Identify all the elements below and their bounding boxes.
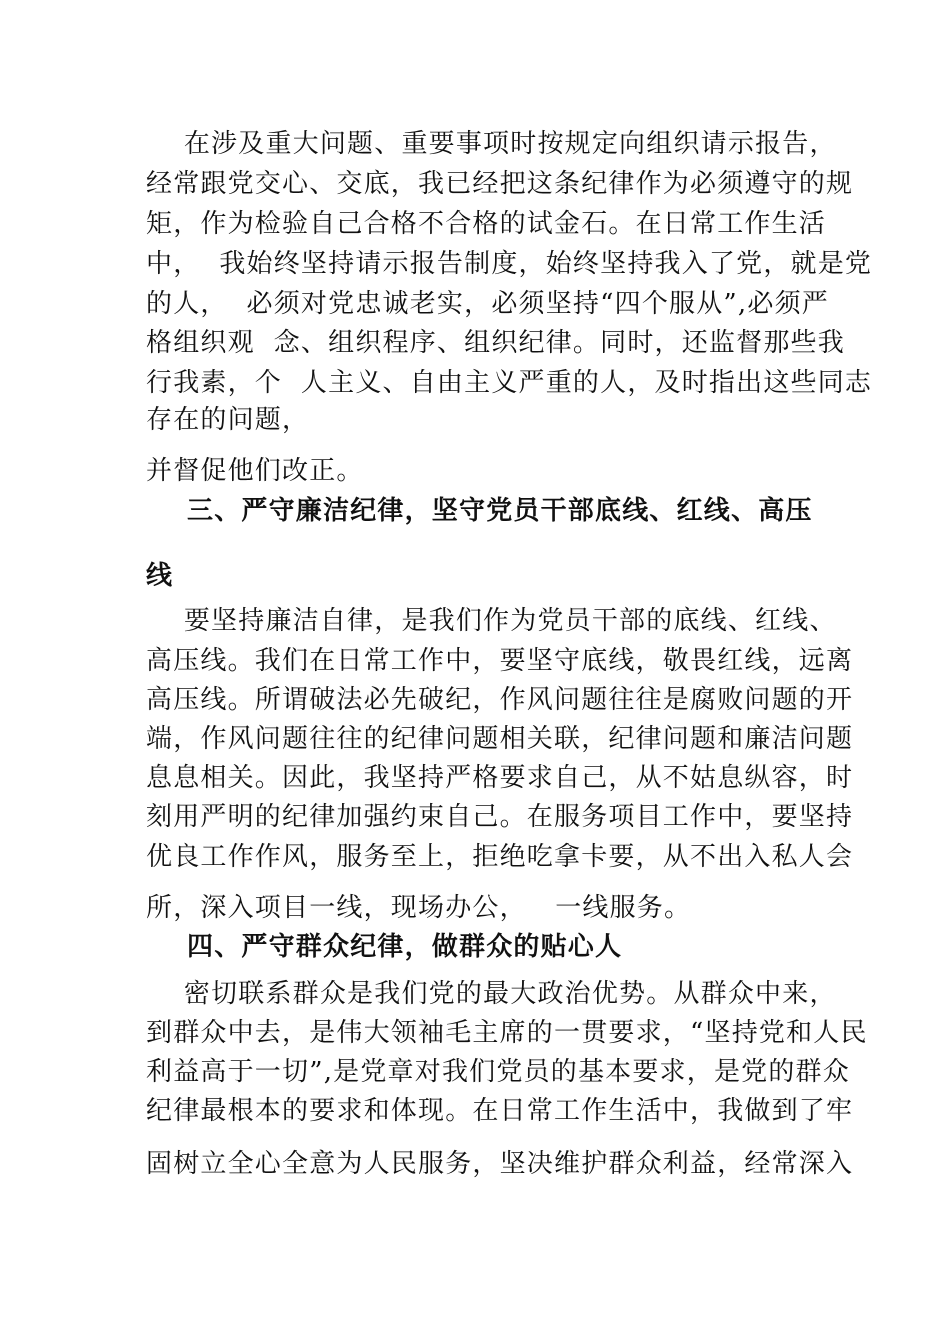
paragraph-line: 纪律最根本的要求和体现。在日常工作生活中，我做到了牢 <box>146 1096 854 1126</box>
paragraph-line: 优良工作作风，服务至上，拒绝吃拿卡要，从不出入私人会 <box>146 842 854 872</box>
paragraph-line: 矩，作为检验自己合格不合格的试金石。在日常工作生活 <box>146 209 827 239</box>
section-heading: 四、严守群众纪律，做群众的贴心人 <box>146 932 623 962</box>
paragraph-line: 密切联系群众是我们党的最大政治优势。从群众中来， <box>146 979 837 1009</box>
paragraph-line: 所，深入项目一线，现场办公， 一线服务。 <box>146 893 692 923</box>
paragraph-line: 在涉及重大问题、重要事项时按规定向组织请示报告， <box>146 129 837 159</box>
paragraph-line: 息息相关。因此，我坚持严格要求自己，从不姑息纵容，时 <box>146 763 854 793</box>
section-heading-continuation: 线 <box>146 561 174 591</box>
paragraph-line: 经常跟党交心、交底，我已经把这条纪律作为必须遵守的规 <box>146 169 854 199</box>
paragraph-line: 高压线。我们在日常工作中，要坚守底线，敬畏红线，远离 <box>146 646 854 676</box>
paragraph-line: 高压线。所谓破法必先破纪，作风问题往往是腐败问题的开 <box>146 685 854 715</box>
paragraph-line: 存在的问题， <box>146 405 310 435</box>
paragraph-line: 要坚持廉洁自律，是我们作为党员干部的底线、红线、 <box>146 606 837 636</box>
paragraph-line: 的人， 必须对党忠诚老实，必须坚持“四个服从”,必须严 <box>146 289 829 319</box>
paragraph-line: 行我素，个 人主义、自由主义严重的人，及时指出这些同志 <box>146 368 873 398</box>
paragraph-line: 利益高于一切”,是党章对我们党员的基本要求，是党的群众 <box>146 1057 850 1087</box>
section-heading: 三、严守廉洁纪律，坚守党员干部底线、红线、高压 <box>146 496 813 526</box>
paragraph-line: 端，作风问题往往的纪律问题相关联，纪律问题和廉洁问题 <box>146 724 854 754</box>
paragraph-line: 到群众中去，是伟大领袖毛主席的一贯要求，“坚持党和人民 <box>146 1018 868 1048</box>
paragraph-line: 并督促他们改正。 <box>146 456 364 486</box>
paragraph-line: 固树立全心全意为人民服务，坚决维护群众利益，经常深入 <box>146 1149 854 1179</box>
paragraph-line: 刻用严明的纪律加强约束自己。在服务项目工作中，要坚持 <box>146 802 854 832</box>
paragraph-line: 中， 我始终坚持请示报告制度，始终坚持我入了党，就是党 <box>146 249 873 279</box>
paragraph-line: 格组织观 念、组织程序、组织纪律。同时，还监督那些我 <box>146 328 845 358</box>
